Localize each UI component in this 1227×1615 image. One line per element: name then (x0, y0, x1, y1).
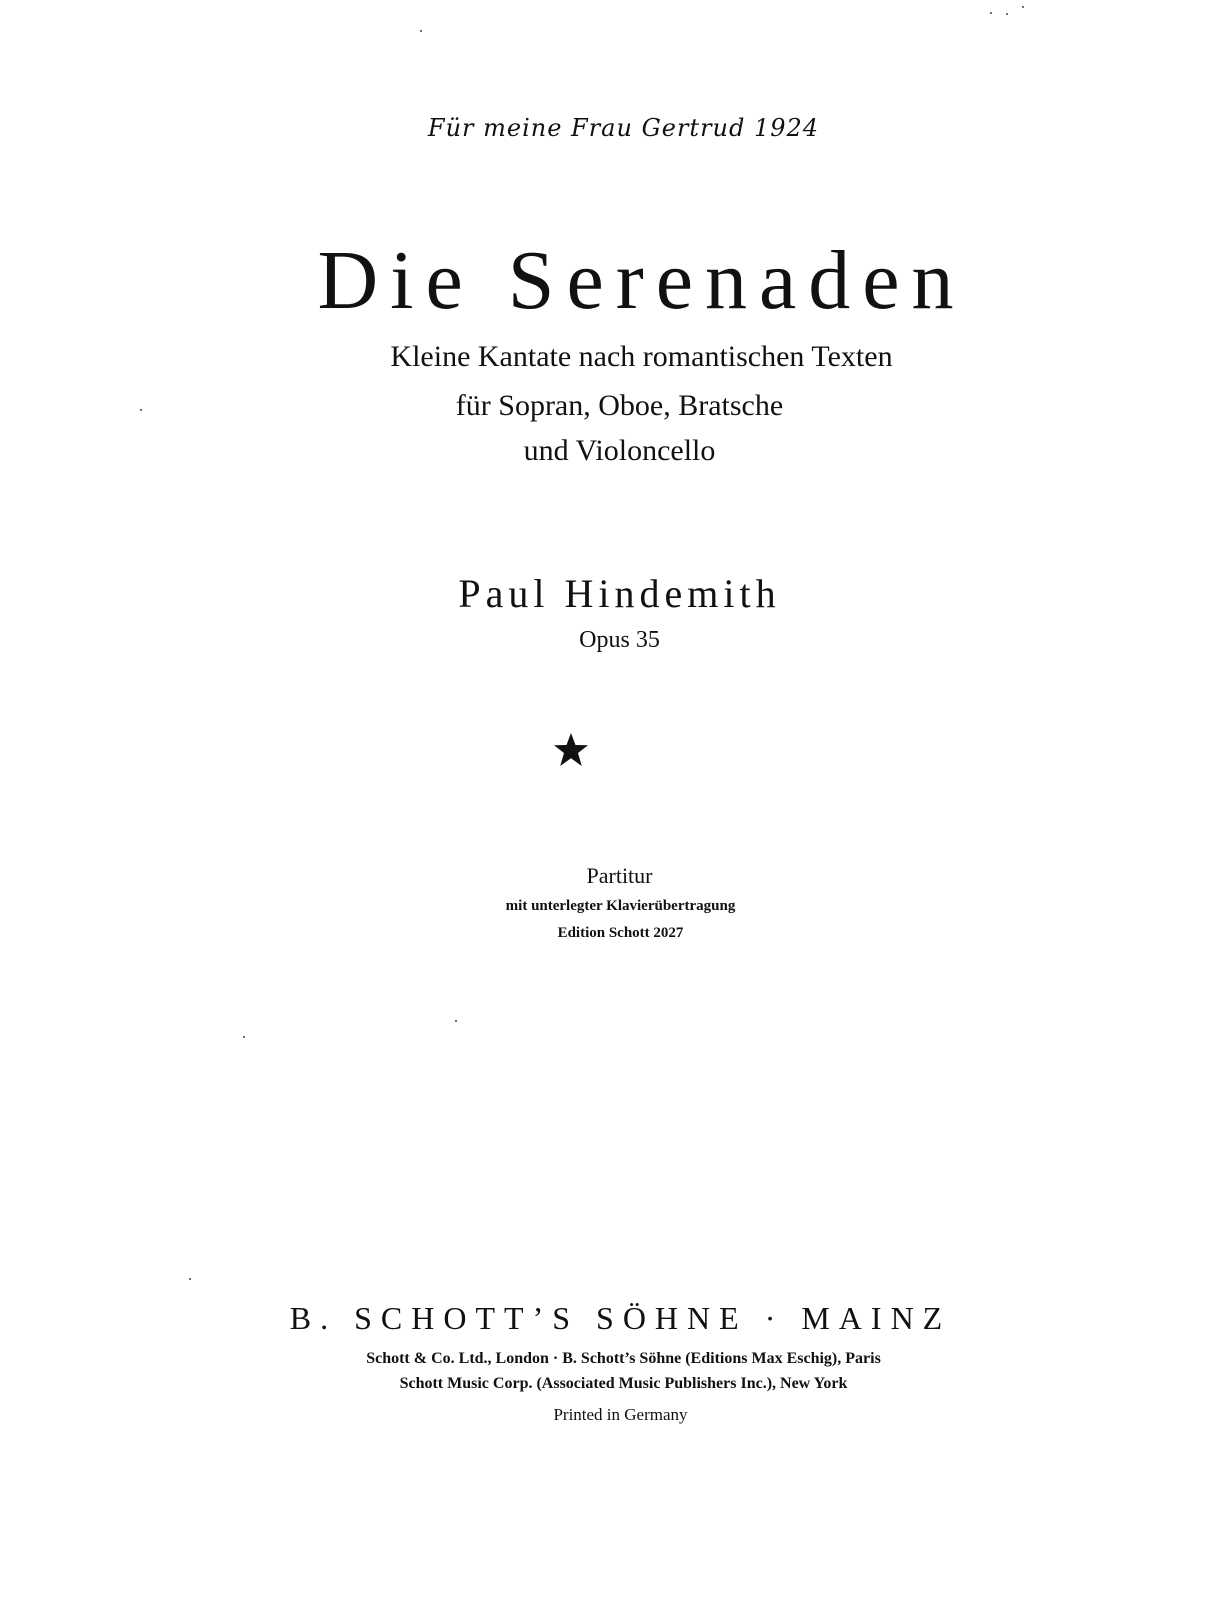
scan-speck (455, 1020, 457, 1022)
subtitle-line-2: für Sopran, Oboe, Bratsche (455, 389, 784, 422)
star-icon (553, 732, 589, 768)
subtitle-line-3: und Violoncello (523, 434, 716, 467)
printed-note: Printed in Germany (553, 1405, 688, 1424)
publisher-address-2: Schott Music Corp. (Associated Music Publishers Inc.), New York (399, 1375, 848, 1392)
scan-speck (990, 12, 992, 14)
scan-speck (1022, 6, 1024, 8)
edition-number: Edition Schott 2027 (557, 925, 684, 941)
score-note: mit unterlegter Klavierübertragung (505, 898, 736, 914)
publisher-address-1: Schott & Co. Ltd., London · B. Schott’s Söhne (Editions Max Eschig), Paris (366, 1350, 881, 1367)
page-title: Die Serenaden (317, 234, 966, 327)
opus-number: Opus 35 (579, 627, 660, 653)
scan-speck (420, 30, 422, 32)
subtitle-line-1: Kleine Kantate nach romantischen Texten (390, 340, 893, 373)
scan-speck (1006, 13, 1008, 15)
scan-speck (243, 1036, 245, 1038)
dedication: Für meine Frau Gertrud 1924 (427, 114, 820, 142)
score-label: Partitur (586, 863, 653, 888)
scan-speck (140, 409, 142, 411)
composer-name: Paul Hindemith (458, 571, 781, 616)
publisher-name: B. SCHOTT’S SÖHNE · MAINZ (289, 1300, 952, 1336)
scan-speck (189, 1278, 191, 1280)
